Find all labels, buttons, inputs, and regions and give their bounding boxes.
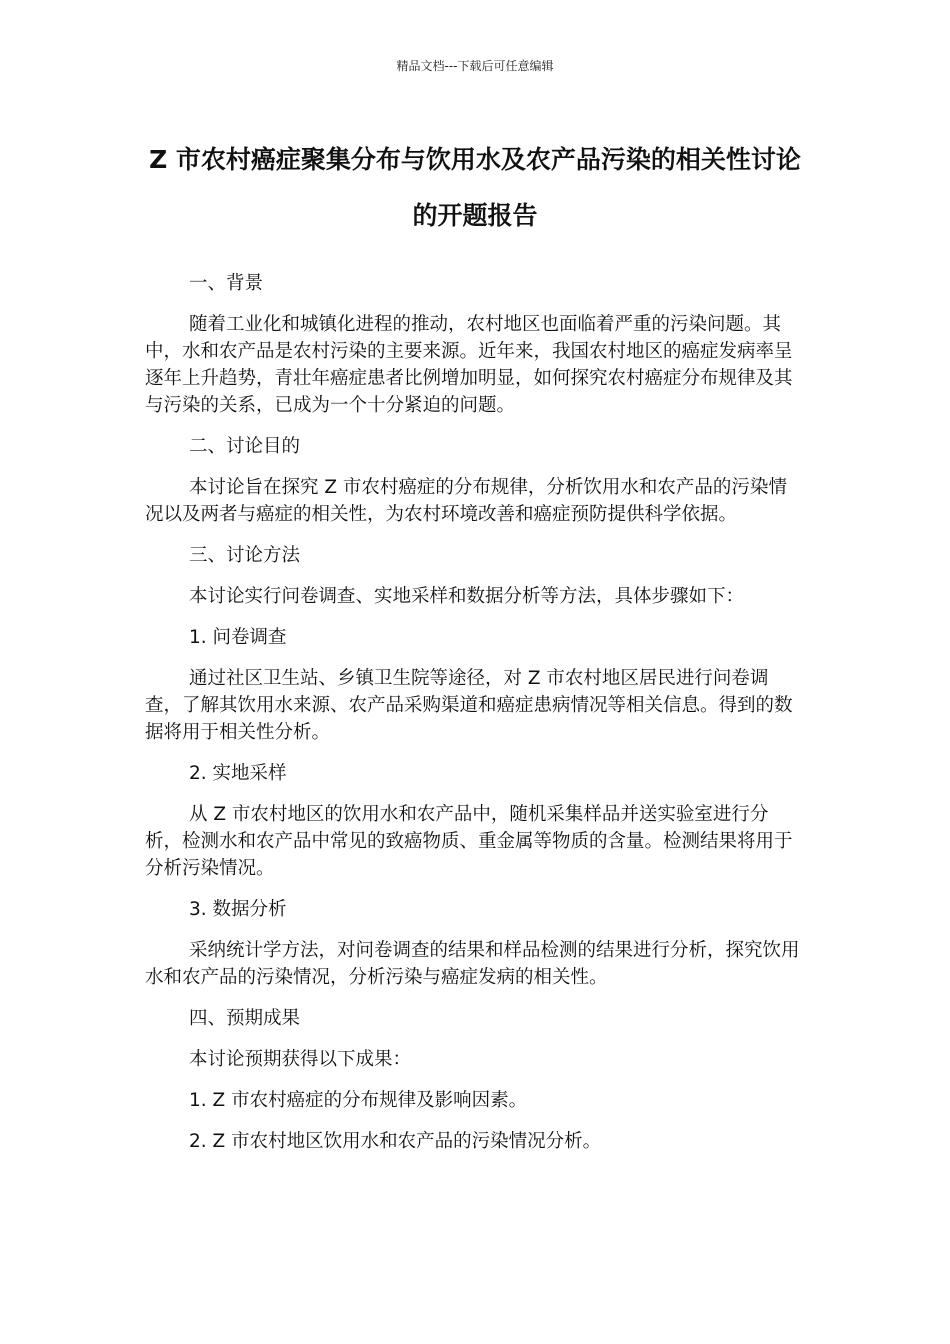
outcome-item-2: 2. Z 市农村地区饮用水和农产品的污染情况分析。 <box>189 1131 602 1152</box>
section-heading-outcomes: 四、预期成果 <box>189 1008 301 1029</box>
paragraph-analysis: 采纳统计学方法，对问卷调查的结果和样品检测的结果进行分析，探究饮用水和农产品的污染情况，分析污染与癌症发病的相关性。 <box>145 940 800 988</box>
section-heading-background: 一、背景 <box>189 273 264 294</box>
subsection-heading-analysis: 3. 数据分析 <box>189 899 287 920</box>
subsection-heading-sampling: 2. 实地采样 <box>189 763 287 784</box>
subsection-heading-survey: 1. 问卷调查 <box>189 627 287 648</box>
section-heading-methods: 三、讨论方法 <box>189 545 301 566</box>
paragraph-methods-intro: 本讨论实行问卷调查、实地采样和数据分析等方法，具体步骤如下： <box>189 586 745 607</box>
paragraph-sampling: 从 Z 市农村地区的饮用水和农产品中，随机采集样品并送实验室进行分析，检测水和农产品中常见的致癌物质、重金属等物质的含量。检测结果将用于分析污染情况。 <box>145 804 793 879</box>
section-heading-purpose: 二、讨论目的 <box>189 436 301 457</box>
document-title: Z 市农村癌症聚集分布与饮用水及农产品污染的相关性讨论的开题报告 <box>149 145 801 230</box>
paragraph-survey: 通过社区卫生站、乡镇卫生院等途径，对 Z 市农村地区居民进行问卷调查，了解其饮用水来源、农产品采购渠道和癌症患病情况等相关信息。得到的数据将用于相关性分析。 <box>145 668 793 743</box>
paragraph-outcomes-intro: 本讨论预期获得以下成果： <box>189 1049 412 1070</box>
paragraph-purpose: 本讨论旨在探究 Z 市农村癌症的分布规律，分析饮用水和农产品的污染情况以及两者与癌症的相关性，为农村环境改善和癌症预防提供科学依据。 <box>145 477 787 525</box>
page-header: 精品文档---下载后可任意编辑 <box>396 59 554 73</box>
document-body <box>145 270 800 1155</box>
outcome-item-1: 1. Z 市农村癌症的分布规律及影响因素。 <box>189 1090 528 1111</box>
paragraph-background: 随着工业化和城镇化进程的推动，农村地区也面临着严重的污染问题。其中，水和农产品是农村污染的主要来源。近年来，我国农村地区的癌症发病率呈逐年上升趋势，青壮年癌症患者比例增加明显，如何探究农村癌症分布规律及其与污染的关系，已成为一个十分紧迫的问题。 <box>145 314 793 416</box>
